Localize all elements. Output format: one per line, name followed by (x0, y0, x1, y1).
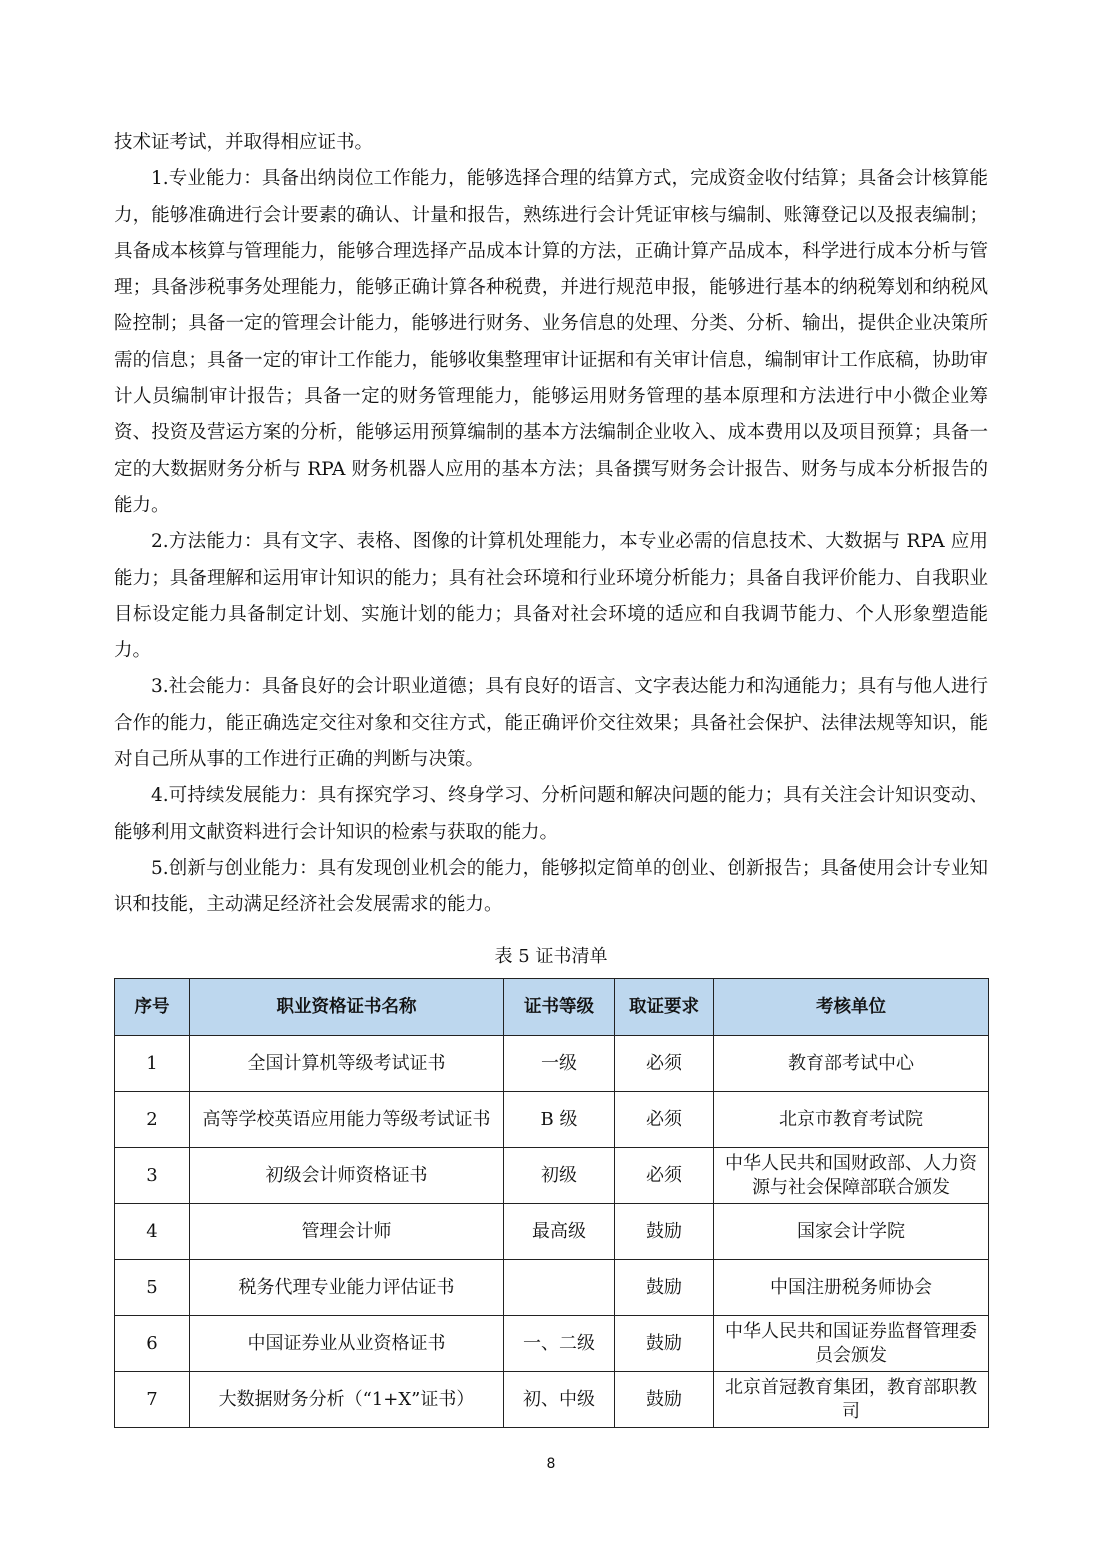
cell-level: 一级 (504, 1036, 615, 1092)
header-requirement: 取证要求 (615, 979, 714, 1036)
cell-requirement: 鼓励 (615, 1316, 714, 1372)
paragraph-sustainable-ability: 4.可持续发展能力：具有探究学习、终身学习、分析问题和解决问题的能力；具有关注会计知识变动、能够利用文献资料进行会计知识的检索与获取的能力。 (114, 785, 988, 843)
cell-index: 1 (115, 1036, 190, 1092)
cell-issuing-body: 中华人民共和国财政部、人力资源与社会保障部联合颁发 (714, 1148, 989, 1204)
cell-requirement: 必须 (615, 1148, 714, 1204)
cell-level: 初级 (504, 1148, 615, 1204)
cell-level: 一、二级 (504, 1316, 615, 1372)
cell-index: 7 (115, 1372, 190, 1428)
page-number: 8 (546, 1456, 556, 1472)
cell-certificate-name: 初级会计师资格证书 (190, 1148, 504, 1204)
cell-certificate-name: 中国证券业从业资格证书 (190, 1316, 504, 1372)
cell-certificate-name: 管理会计师 (190, 1204, 504, 1260)
cell-requirement: 鼓励 (615, 1204, 714, 1260)
cell-index: 5 (115, 1260, 190, 1316)
cell-issuing-body: 北京首冠教育集团，教育部职教司 (714, 1372, 989, 1428)
paragraph-social-ability: 3.社会能力：具备良好的会计职业道德；具有良好的语言、文字表达能力和沟通能力；具有与他人进行合作的能力，能正确选定交往对象和交往方式，能正确评价交往效果；具备社会保护、法律法规等知识，能对自己所从事的工作进行正确的判断与决策。 (114, 676, 988, 771)
cell-index: 2 (115, 1092, 190, 1148)
paragraph-innovation-ability: 5.创新与创业能力：具有发现创业机会的能力，能够拟定简单的创业、创新报告；具备使用会计专业知识和技能，主动满足经济社会发展需求的能力。 (114, 857, 988, 916)
cell-certificate-name: 大数据财务分析（“1+X”证书） (190, 1372, 504, 1428)
table-row (115, 1148, 989, 1204)
table-row (115, 1204, 989, 1260)
cell-level: 最高级 (504, 1204, 615, 1260)
cell-issuing-body: 教育部考试中心 (714, 1036, 989, 1092)
cell-index: 6 (115, 1316, 190, 1372)
certificate-table (114, 978, 989, 1428)
table-row (115, 1316, 989, 1372)
paragraph-intro-tail: 技术证考试，并取得相应证书。 (114, 132, 374, 153)
header-certificate-name: 职业资格证书名称 (190, 979, 504, 1036)
cell-issuing-body: 中国注册税务师协会 (714, 1260, 989, 1316)
cell-requirement: 鼓励 (615, 1260, 714, 1316)
table-row (115, 1260, 989, 1316)
cell-certificate-name: 全国计算机等级考试证书 (190, 1036, 504, 1092)
cell-requirement: 鼓励 (615, 1372, 714, 1428)
paragraph-method-ability: 2.方法能力：具有文字、表格、图像的计算机处理能力，本专业必需的信息技术、大数据与 RPA 应用能力；具备理解和运用审计知识的能力；具有社会环境和行业环境分析能力；具备自我评价能力、自我职业目标设定能力具备制定计划、实施计划的能力；具备对社会环境的适应和自我调节能力、个人形象塑造能力。 (114, 531, 988, 662)
table-row (115, 1036, 989, 1092)
header-index: 序号 (115, 979, 190, 1036)
table-caption: 表 5 证书清单 (494, 946, 608, 967)
cell-level: B 级 (504, 1092, 615, 1148)
header-issuing-body: 考核单位 (714, 979, 989, 1036)
paragraph-professional-ability: 1.专业能力：具备出纳岗位工作能力，能够选择合理的结算方式，完成资金收付结算；具备会计核算能力，能够准确进行会计要素的确认、计量和报告，熟练进行会计凭证审核与编制、账簿登记以及报表编制；具备成本核算与管理能力，能够合理选择产品成本计算的方法，正确计算产品成本，科学进行成本分析与管理；具备涉税事务处理能力，能够正确计算各种税费，并进行规范申报，能够进行基本的纳税筹划和纳税风险控制；具备一定的管理会计能力，能够进行财务、业务信息的处理、分类、分析、输出，提供企业决策所需的信息；具备一定的审计工作能力，能够收集整理审计证据和有关审计信息，编制审计工作底稿，协助审计人员编制审计报告；具备一定的财务管理能力，能够运用财务管理的基本原理和方法进行中小微企业筹资、投资及营运方案的分析，能够运用预算编制的基本方法编制企业收入、成本费用以及项目预算；具备一定的大数据财务分析与 RPA 财务机器人应用的基本方法；具备撰写财务会计报告、财务与成本分析报告的能力。 (114, 168, 988, 516)
body-text (114, 125, 988, 924)
table-row (115, 1092, 989, 1148)
cell-certificate-name: 高等学校英语应用能力等级考试证书 (190, 1092, 504, 1148)
cell-issuing-body: 国家会计学院 (714, 1204, 989, 1260)
cell-requirement: 必须 (615, 1092, 714, 1148)
cell-level: 初、中级 (504, 1372, 615, 1428)
cell-issuing-body: 中华人民共和国证券监督管理委员会颁发 (714, 1316, 989, 1372)
cell-requirement: 必须 (615, 1036, 714, 1092)
cell-certificate-name: 税务代理专业能力评估证书 (190, 1260, 504, 1316)
cell-level (504, 1260, 615, 1316)
table-row (115, 1372, 989, 1428)
cell-index: 3 (115, 1148, 190, 1204)
table-header-row (115, 979, 989, 1036)
cell-index: 4 (115, 1204, 190, 1260)
cell-issuing-body: 北京市教育考试院 (714, 1092, 989, 1148)
header-level: 证书等级 (504, 979, 615, 1036)
